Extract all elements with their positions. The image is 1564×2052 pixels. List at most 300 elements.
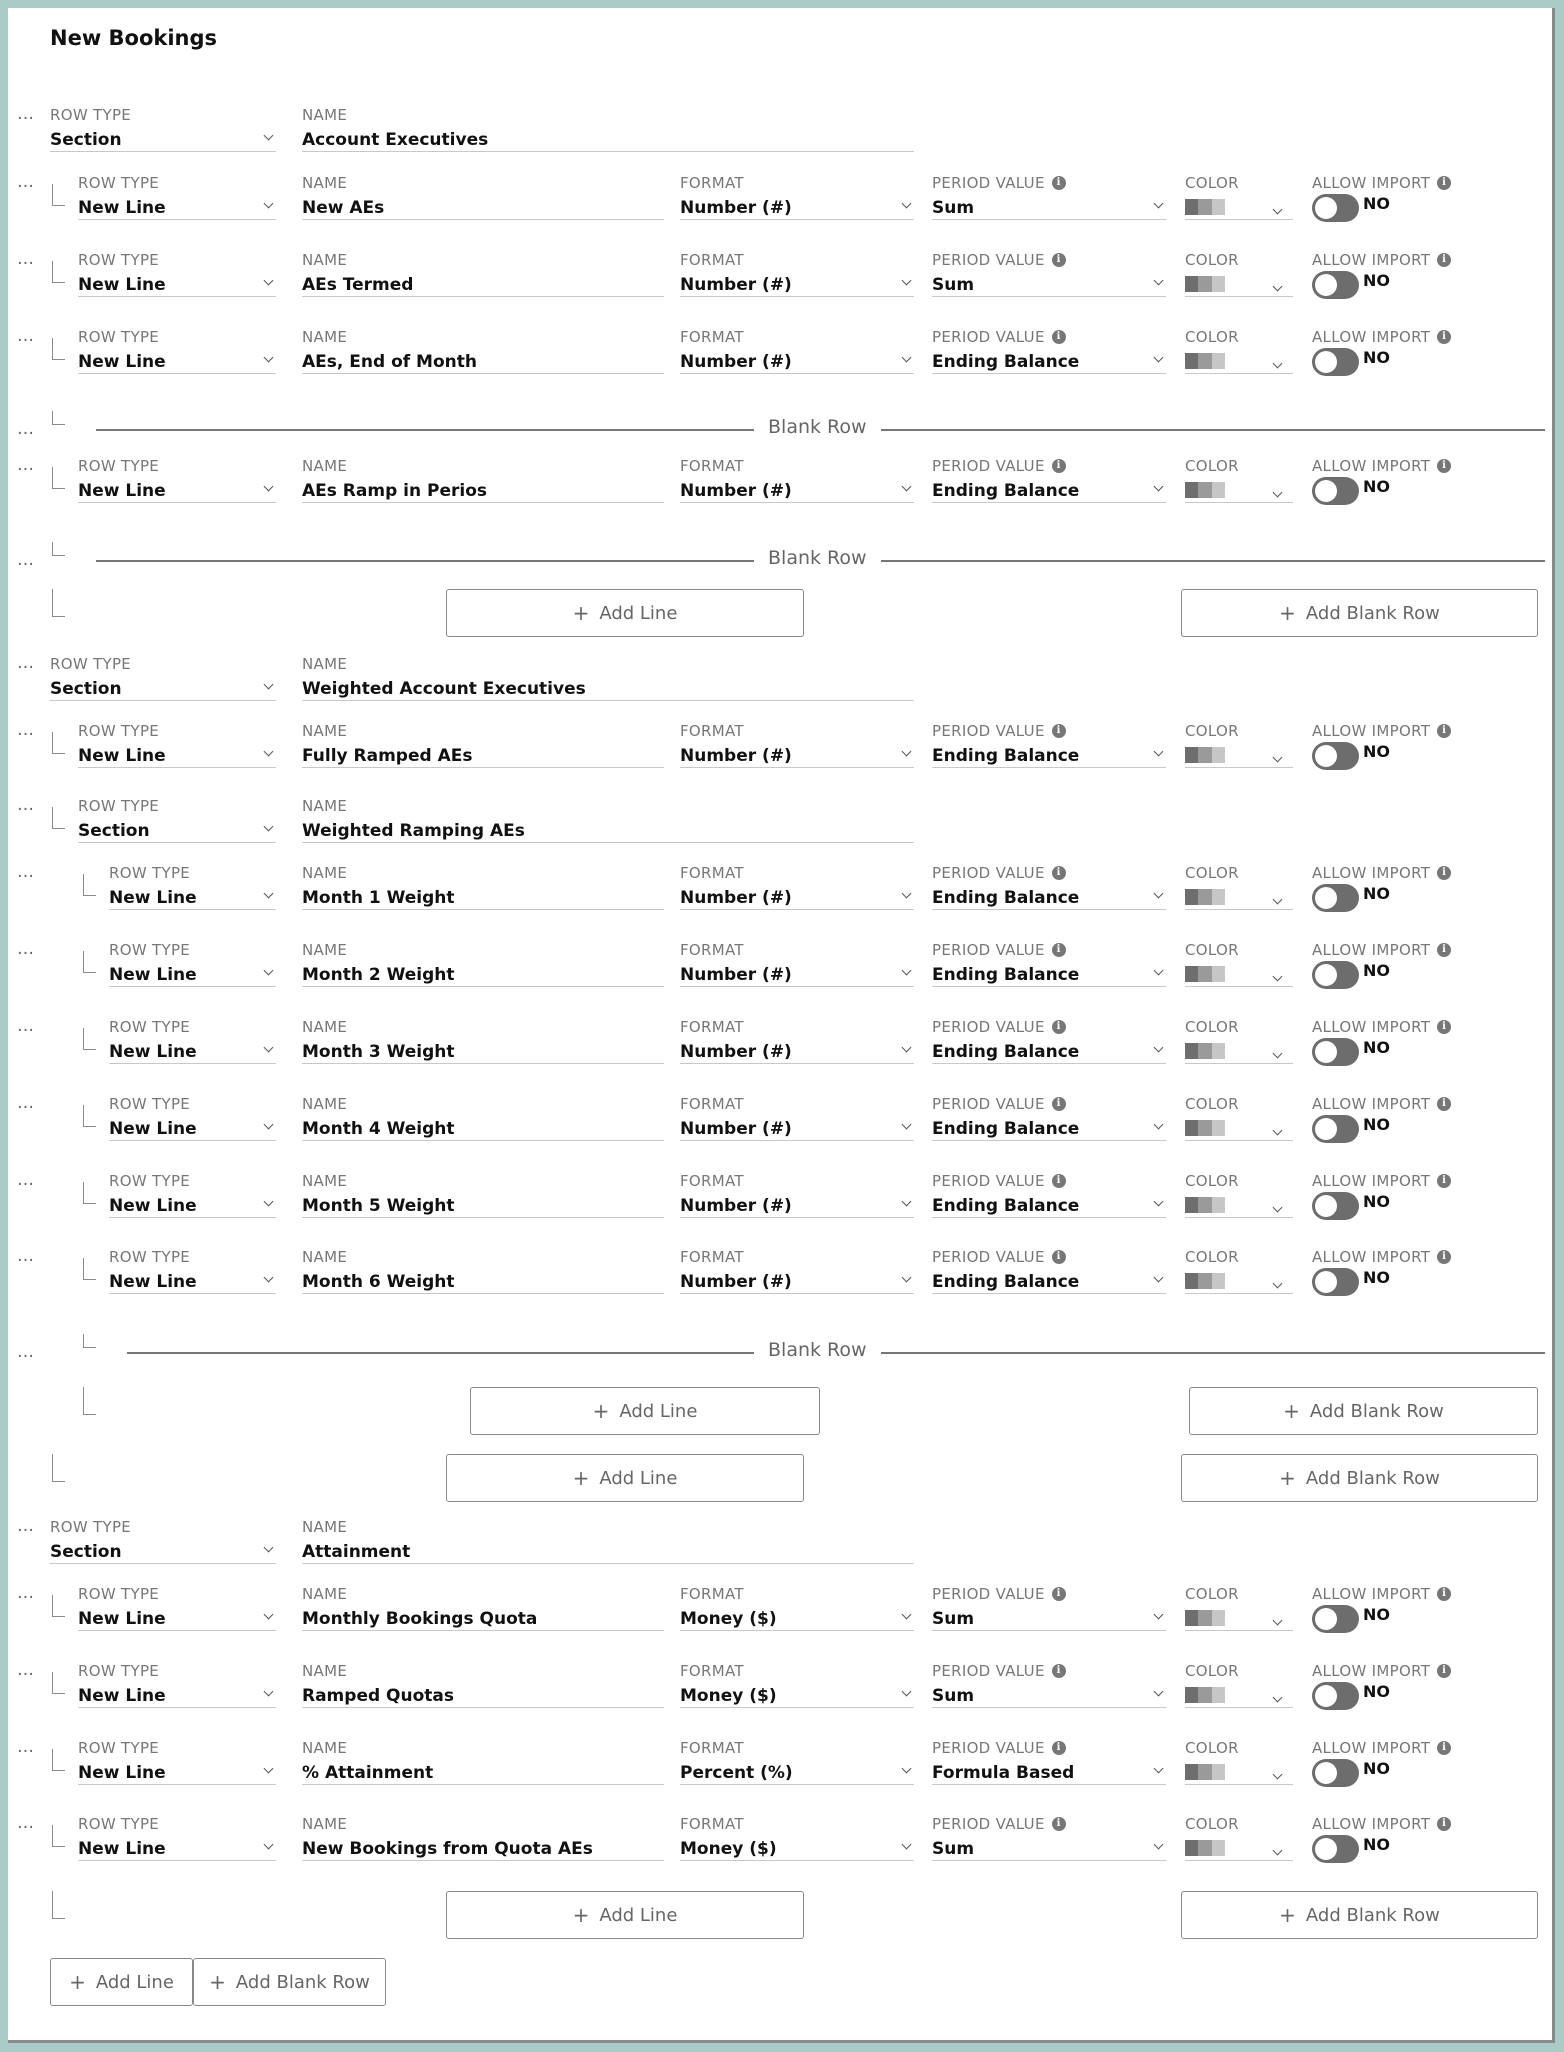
format-select[interactable]: [680, 722, 914, 768]
chevron-down-icon: [264, 1687, 274, 1697]
field-label-text: ROW TYPE: [78, 722, 160, 740]
row-type-select[interactable]: [78, 1585, 276, 1631]
format-select[interactable]: [680, 864, 914, 910]
allow-import-toggle[interactable]: [1312, 1192, 1359, 1220]
chevron-down-icon: [1154, 1197, 1164, 1207]
name-input-value: Monthly Bookings Quota: [302, 1609, 538, 1629]
field-label-text: NAME: [302, 1172, 348, 1190]
name-input[interactable]: [302, 1248, 664, 1294]
ellipsis-icon[interactable]: …: [17, 550, 35, 570]
field-label: [1312, 1095, 1512, 1113]
field-label-text: FORMAT: [680, 457, 744, 475]
color-picker[interactable]: [1185, 1095, 1293, 1141]
ellipsis-icon[interactable]: …: [17, 104, 35, 124]
info-icon[interactable]: i: [1052, 330, 1066, 344]
field-label-text: ROW TYPE: [109, 1095, 191, 1113]
name-input[interactable]: [302, 1018, 664, 1064]
name-input-value: Month 3 Weight: [302, 1042, 455, 1062]
swatch-part: [1198, 353, 1211, 369]
add-line-button[interactable]: [446, 1891, 804, 1939]
field-label-text: NAME: [302, 797, 348, 815]
field-label: [1185, 941, 1239, 959]
period-value-select[interactable]: [932, 1248, 1166, 1294]
row-type-select-value: New Line: [109, 1272, 197, 1292]
field-label: [302, 1095, 347, 1113]
chevron-down-icon: [902, 1043, 912, 1053]
color-swatch: [1185, 353, 1225, 369]
row-type-select[interactable]: [109, 864, 276, 910]
field-label: [50, 106, 131, 124]
color-picker[interactable]: [1185, 864, 1293, 910]
ellipsis-icon[interactable]: …: [17, 1170, 35, 1190]
swatch-part: [1212, 353, 1225, 369]
field-label-text: PERIOD VALUE: [932, 1815, 1045, 1833]
field-label-text: PERIOD VALUE: [932, 174, 1045, 192]
color-swatch: [1185, 1273, 1225, 1289]
format-select[interactable]: [680, 1662, 914, 1708]
chevron-down-icon: [1273, 488, 1283, 498]
chevron-down-icon: [1273, 1846, 1283, 1856]
allow-import-control: [1312, 941, 1512, 981]
tree-connector-icon: [52, 732, 65, 754]
info-icon[interactable]: i: [1437, 1097, 1451, 1111]
allow-import-control: [1312, 1815, 1512, 1855]
color-picker[interactable]: [1185, 1585, 1293, 1631]
field-label: [680, 941, 744, 959]
color-picker[interactable]: [1185, 941, 1293, 987]
add-blank-row-button[interactable]: [1181, 1891, 1538, 1939]
row-type-select[interactable]: [78, 1739, 276, 1785]
format-select[interactable]: [680, 457, 914, 503]
field-label: [932, 1095, 1066, 1113]
add-blank-row-label: Add Blank Row: [1305, 1904, 1440, 1926]
name-input-value: New AEs: [302, 198, 385, 218]
ellipsis-icon[interactable]: …: [17, 1516, 35, 1536]
ellipsis-icon[interactable]: …: [17, 1093, 35, 1113]
period-value-select-value: Ending Balance: [932, 746, 1080, 766]
row-type-select[interactable]: [78, 328, 276, 374]
field-label: [1312, 1662, 1512, 1680]
tree-connector-icon: [83, 1182, 96, 1204]
color-picker[interactable]: [1185, 457, 1293, 503]
field-label: [680, 864, 744, 882]
period-value-select[interactable]: [932, 1662, 1166, 1708]
field-label-text: ROW TYPE: [78, 328, 160, 346]
field-label-text: NAME: [302, 655, 348, 673]
info-icon[interactable]: i: [1437, 1817, 1451, 1831]
allow-import-toggle[interactable]: [1312, 1682, 1359, 1710]
info-icon[interactable]: i: [1052, 1741, 1066, 1755]
row-type-select[interactable]: [78, 797, 276, 843]
allow-import-toggle[interactable]: [1312, 194, 1359, 222]
chevron-down-icon: [1273, 1616, 1283, 1626]
tree-connector-icon: [83, 951, 96, 973]
add-line-button[interactable]: [446, 1454, 804, 1502]
ellipsis-icon[interactable]: …: [17, 1737, 35, 1757]
name-input[interactable]: [302, 797, 914, 843]
field-label: [1312, 1172, 1512, 1190]
field-label-text: COLOR: [1185, 1662, 1239, 1680]
plus-icon: +: [1279, 601, 1296, 625]
allow-import-state: NO: [1363, 1605, 1390, 1624]
field-label: [1312, 1815, 1512, 1833]
info-icon[interactable]: i: [1052, 943, 1066, 957]
ellipsis-icon[interactable]: …: [17, 455, 35, 475]
color-picker[interactable]: [1185, 251, 1293, 297]
color-picker[interactable]: [1185, 1739, 1293, 1785]
field-label-text: COLOR: [1185, 251, 1239, 269]
ellipsis-icon[interactable]: …: [17, 1342, 35, 1362]
swatch-part: [1185, 1840, 1198, 1856]
chevron-down-icon: [264, 1764, 274, 1774]
info-icon[interactable]: i: [1052, 176, 1066, 190]
period-value-select[interactable]: [932, 1739, 1166, 1785]
field-label: [78, 1815, 159, 1833]
name-input[interactable]: [302, 251, 664, 297]
info-icon[interactable]: i: [1052, 253, 1066, 267]
row-type-select-value: Section: [50, 1542, 122, 1562]
info-icon[interactable]: i: [1437, 330, 1451, 344]
color-picker[interactable]: [1185, 1815, 1293, 1861]
row-type-select[interactable]: [109, 1018, 276, 1064]
ellipsis-icon[interactable]: …: [17, 862, 35, 882]
field-label-text: ROW TYPE: [78, 1585, 160, 1603]
field-label-text: NAME: [302, 941, 348, 959]
row-type-select[interactable]: [78, 722, 276, 768]
color-swatch: [1185, 482, 1225, 498]
ellipsis-icon[interactable]: …: [17, 653, 35, 673]
chevron-down-icon: [264, 680, 274, 690]
color-swatch: [1185, 1120, 1225, 1136]
allow-import-toggle[interactable]: [1312, 961, 1359, 989]
row-type-select[interactable]: [50, 106, 276, 152]
name-input-value: Attainment: [302, 1542, 411, 1562]
color-picker[interactable]: [1185, 1662, 1293, 1708]
field-label-text: NAME: [302, 174, 348, 192]
allow-import-toggle[interactable]: [1312, 1605, 1359, 1633]
row-type-select[interactable]: [109, 1095, 276, 1141]
chevron-down-icon: [1273, 205, 1283, 215]
swatch-part: [1185, 1273, 1198, 1289]
row-type-select[interactable]: [50, 655, 276, 701]
field-label: [109, 1018, 190, 1036]
allow-import-toggle[interactable]: [1312, 1759, 1359, 1787]
color-swatch: [1185, 1840, 1225, 1856]
format-select[interactable]: [680, 1739, 914, 1785]
color-swatch: [1185, 276, 1225, 292]
row-type-select[interactable]: [78, 457, 276, 503]
name-input[interactable]: [302, 1172, 664, 1218]
info-icon[interactable]: i: [1052, 1664, 1066, 1678]
name-input[interactable]: [302, 864, 664, 910]
add-blank-row-button[interactable]: [1189, 1387, 1538, 1435]
row-type-select-value: New Line: [78, 275, 166, 295]
swatch-part: [1212, 966, 1225, 982]
name-input[interactable]: [302, 1095, 664, 1141]
name-input[interactable]: [302, 1739, 664, 1785]
color-picker[interactable]: [1185, 1248, 1293, 1294]
plus-icon: +: [1283, 1399, 1300, 1423]
period-value-select[interactable]: [932, 328, 1166, 374]
field-label: [932, 457, 1066, 475]
allow-import-control: [1312, 722, 1512, 762]
info-icon[interactable]: i: [1052, 1097, 1066, 1111]
period-value-select[interactable]: [932, 1095, 1166, 1141]
period-value-select[interactable]: [932, 722, 1166, 768]
row-type-select-value: New Line: [109, 965, 197, 985]
info-icon[interactable]: i: [1437, 1174, 1451, 1188]
color-picker[interactable]: [1185, 328, 1293, 374]
add-blank-row-button[interactable]: [1181, 1454, 1538, 1502]
ellipsis-icon[interactable]: …: [17, 1016, 35, 1036]
chevron-down-icon: [902, 1197, 912, 1207]
info-icon[interactable]: i: [1052, 459, 1066, 473]
period-value-select[interactable]: [932, 251, 1166, 297]
format-select-value: Number (#): [680, 888, 792, 908]
swatch-part: [1185, 1197, 1198, 1213]
field-label-text: ALLOW IMPORT: [1312, 1739, 1431, 1757]
color-picker[interactable]: [1185, 722, 1293, 768]
period-value-select[interactable]: [932, 1172, 1166, 1218]
field-label-text: PERIOD VALUE: [932, 1018, 1045, 1036]
period-value-select[interactable]: [932, 457, 1166, 503]
ellipsis-icon[interactable]: …: [17, 1246, 35, 1266]
field-label-text: NAME: [302, 722, 348, 740]
name-input[interactable]: [302, 655, 914, 701]
swatch-part: [1185, 353, 1198, 369]
tree-connector-icon: [52, 1891, 65, 1919]
field-label-text: PERIOD VALUE: [932, 1248, 1045, 1266]
format-select[interactable]: [680, 251, 914, 297]
row-type-select-value: New Line: [78, 1763, 166, 1783]
format-select-value: Number (#): [680, 965, 792, 985]
ellipsis-icon[interactable]: …: [17, 249, 35, 269]
allow-import-state: NO: [1363, 1038, 1390, 1057]
ellipsis-icon[interactable]: …: [17, 1660, 35, 1680]
allow-import-state: NO: [1363, 271, 1390, 290]
color-picker[interactable]: [1185, 1018, 1293, 1064]
name-input[interactable]: [302, 1662, 664, 1708]
ellipsis-icon[interactable]: …: [17, 795, 35, 815]
name-input-value: Month 6 Weight: [302, 1272, 455, 1292]
allow-import-toggle[interactable]: [1312, 477, 1359, 505]
info-icon[interactable]: i: [1052, 1817, 1066, 1831]
period-value-select[interactable]: [932, 1585, 1166, 1631]
name-input[interactable]: [302, 328, 664, 374]
name-input[interactable]: [302, 722, 664, 768]
row-type-select[interactable]: [78, 174, 276, 220]
allow-import-state: NO: [1363, 961, 1390, 980]
ellipsis-icon[interactable]: …: [17, 939, 35, 959]
format-select[interactable]: [680, 1095, 914, 1141]
chevron-down-icon: [264, 1120, 274, 1130]
allow-import-toggle[interactable]: [1312, 348, 1359, 376]
field-label: [302, 1018, 347, 1036]
row-type-select-value: New Line: [78, 352, 166, 372]
color-picker[interactable]: [1185, 1172, 1293, 1218]
name-input[interactable]: [302, 1585, 664, 1631]
allow-import-toggle[interactable]: [1312, 1835, 1359, 1863]
field-label: [932, 328, 1066, 346]
row-type-select[interactable]: [78, 1662, 276, 1708]
ellipsis-icon[interactable]: …: [17, 419, 35, 439]
plus-icon: +: [1279, 1466, 1296, 1490]
allow-import-toggle[interactable]: [1312, 742, 1359, 770]
name-input[interactable]: [302, 457, 664, 503]
allow-import-toggle[interactable]: [1312, 1038, 1359, 1066]
field-label-text: NAME: [302, 1095, 348, 1113]
format-select[interactable]: [680, 1815, 914, 1861]
info-icon[interactable]: i: [1437, 1664, 1451, 1678]
format-select[interactable]: [680, 328, 914, 374]
name-input[interactable]: [302, 941, 664, 987]
format-select-value: Number (#): [680, 1196, 792, 1216]
chevron-down-icon: [264, 966, 274, 976]
field-label: [78, 457, 159, 475]
field-label: [1312, 174, 1512, 192]
add-line-label: Add Line: [95, 1971, 174, 1993]
field-label: [680, 1662, 744, 1680]
add-blank-row-button[interactable]: [1181, 589, 1538, 637]
swatch-part: [1185, 482, 1198, 498]
period-value-select-value: Ending Balance: [932, 1272, 1080, 1292]
name-input[interactable]: [302, 174, 664, 220]
chevron-down-icon: [902, 1273, 912, 1283]
chevron-down-icon: [264, 199, 274, 209]
info-icon[interactable]: i: [1052, 1174, 1066, 1188]
format-select-value: Number (#): [680, 1119, 792, 1139]
format-select-value: Money ($): [680, 1686, 777, 1706]
info-icon[interactable]: i: [1437, 176, 1451, 190]
format-select[interactable]: [680, 1018, 914, 1064]
row-type-select-value: Section: [78, 821, 150, 841]
tree-connector-icon: [52, 467, 65, 489]
add-blank-row-label: Add Blank Row: [1305, 1467, 1440, 1489]
ellipsis-icon[interactable]: …: [17, 1583, 35, 1603]
info-icon[interactable]: i: [1052, 1587, 1066, 1601]
row-type-select[interactable]: [109, 941, 276, 987]
format-select[interactable]: [680, 1248, 914, 1294]
name-input[interactable]: [302, 1815, 664, 1861]
field-label-text: ALLOW IMPORT: [1312, 1815, 1431, 1833]
period-value-select[interactable]: [932, 1018, 1166, 1064]
period-value-select[interactable]: [932, 864, 1166, 910]
field-label: [1312, 941, 1512, 959]
chevron-down-icon: [1273, 1203, 1283, 1213]
field-label-text: ALLOW IMPORT: [1312, 1585, 1431, 1603]
chevron-down-icon: [902, 747, 912, 757]
color-swatch: [1185, 199, 1225, 215]
row-type-select-value: Section: [50, 130, 122, 150]
row-type-select[interactable]: [109, 1172, 276, 1218]
name-input[interactable]: [302, 106, 914, 152]
row-type-select[interactable]: [50, 1518, 276, 1564]
info-icon[interactable]: i: [1437, 724, 1451, 738]
name-input[interactable]: [302, 1518, 914, 1564]
allow-import-toggle[interactable]: [1312, 884, 1359, 912]
field-label: [78, 1739, 159, 1757]
ellipsis-icon[interactable]: …: [17, 326, 35, 346]
add-line-button[interactable]: [446, 589, 804, 637]
tree-connector-icon: [83, 1334, 96, 1348]
field-label: [1312, 1248, 1512, 1266]
info-icon[interactable]: i: [1052, 724, 1066, 738]
color-picker[interactable]: [1185, 174, 1293, 220]
format-select[interactable]: [680, 941, 914, 987]
chevron-down-icon: [1154, 353, 1164, 363]
row-type-select[interactable]: [78, 251, 276, 297]
row-type-select-value: Section: [50, 679, 122, 699]
swatch-part: [1185, 1043, 1198, 1059]
field-label: [1185, 328, 1239, 346]
period-value-select-value: Sum: [932, 1609, 975, 1629]
add-line-button[interactable]: [50, 1958, 193, 2006]
allow-import-control: [1312, 328, 1512, 368]
chevron-down-icon: [1273, 1770, 1283, 1780]
info-icon[interactable]: i: [1437, 866, 1451, 880]
allow-import-state: NO: [1363, 884, 1390, 903]
row-type-select[interactable]: [109, 1248, 276, 1294]
period-value-select[interactable]: [932, 174, 1166, 220]
info-icon[interactable]: i: [1437, 1250, 1451, 1264]
allow-import-toggle[interactable]: [1312, 1268, 1359, 1296]
ellipsis-icon[interactable]: …: [17, 172, 35, 192]
field-label: [302, 1662, 347, 1680]
field-label-text: PERIOD VALUE: [932, 457, 1045, 475]
add-line-button[interactable]: [470, 1387, 820, 1435]
row-type-select-value: New Line: [109, 1042, 197, 1062]
field-label: [109, 941, 190, 959]
info-icon[interactable]: i: [1052, 1020, 1066, 1034]
ellipsis-icon[interactable]: …: [17, 720, 35, 740]
allow-import-state: NO: [1363, 742, 1390, 761]
field-label: [78, 797, 159, 815]
info-icon[interactable]: i: [1437, 1020, 1451, 1034]
allow-import-toggle[interactable]: [1312, 271, 1359, 299]
allow-import-state: NO: [1363, 1115, 1390, 1134]
format-select[interactable]: [680, 174, 914, 220]
info-icon[interactable]: i: [1437, 253, 1451, 267]
info-icon[interactable]: i: [1437, 943, 1451, 957]
field-label-text: NAME: [302, 864, 348, 882]
row-type-select[interactable]: [78, 1815, 276, 1861]
allow-import-control: [1312, 1585, 1512, 1625]
info-icon[interactable]: i: [1052, 1250, 1066, 1264]
info-icon[interactable]: i: [1052, 866, 1066, 880]
chevron-down-icon: [264, 353, 274, 363]
field-label: [109, 1172, 190, 1190]
period-value-select[interactable]: [932, 1815, 1166, 1861]
info-icon[interactable]: i: [1437, 1587, 1451, 1601]
name-input-value: AEs, End of Month: [302, 352, 477, 372]
field-label: [1185, 1739, 1239, 1757]
format-select[interactable]: [680, 1172, 914, 1218]
allow-import-toggle[interactable]: [1312, 1115, 1359, 1143]
period-value-select[interactable]: [932, 941, 1166, 987]
chevron-down-icon: [902, 353, 912, 363]
field-label: [932, 1585, 1066, 1603]
format-select[interactable]: [680, 1585, 914, 1631]
info-icon[interactable]: i: [1437, 459, 1451, 473]
field-label-text: PERIOD VALUE: [932, 328, 1045, 346]
field-label-text: NAME: [302, 1662, 348, 1680]
period-value-select-value: Sum: [932, 1686, 975, 1706]
chevron-down-icon: [902, 199, 912, 209]
field-label-text: PERIOD VALUE: [932, 1095, 1045, 1113]
info-icon[interactable]: i: [1437, 1741, 1451, 1755]
ellipsis-icon[interactable]: …: [17, 1813, 35, 1833]
add-blank-row-button[interactable]: [193, 1958, 386, 2006]
